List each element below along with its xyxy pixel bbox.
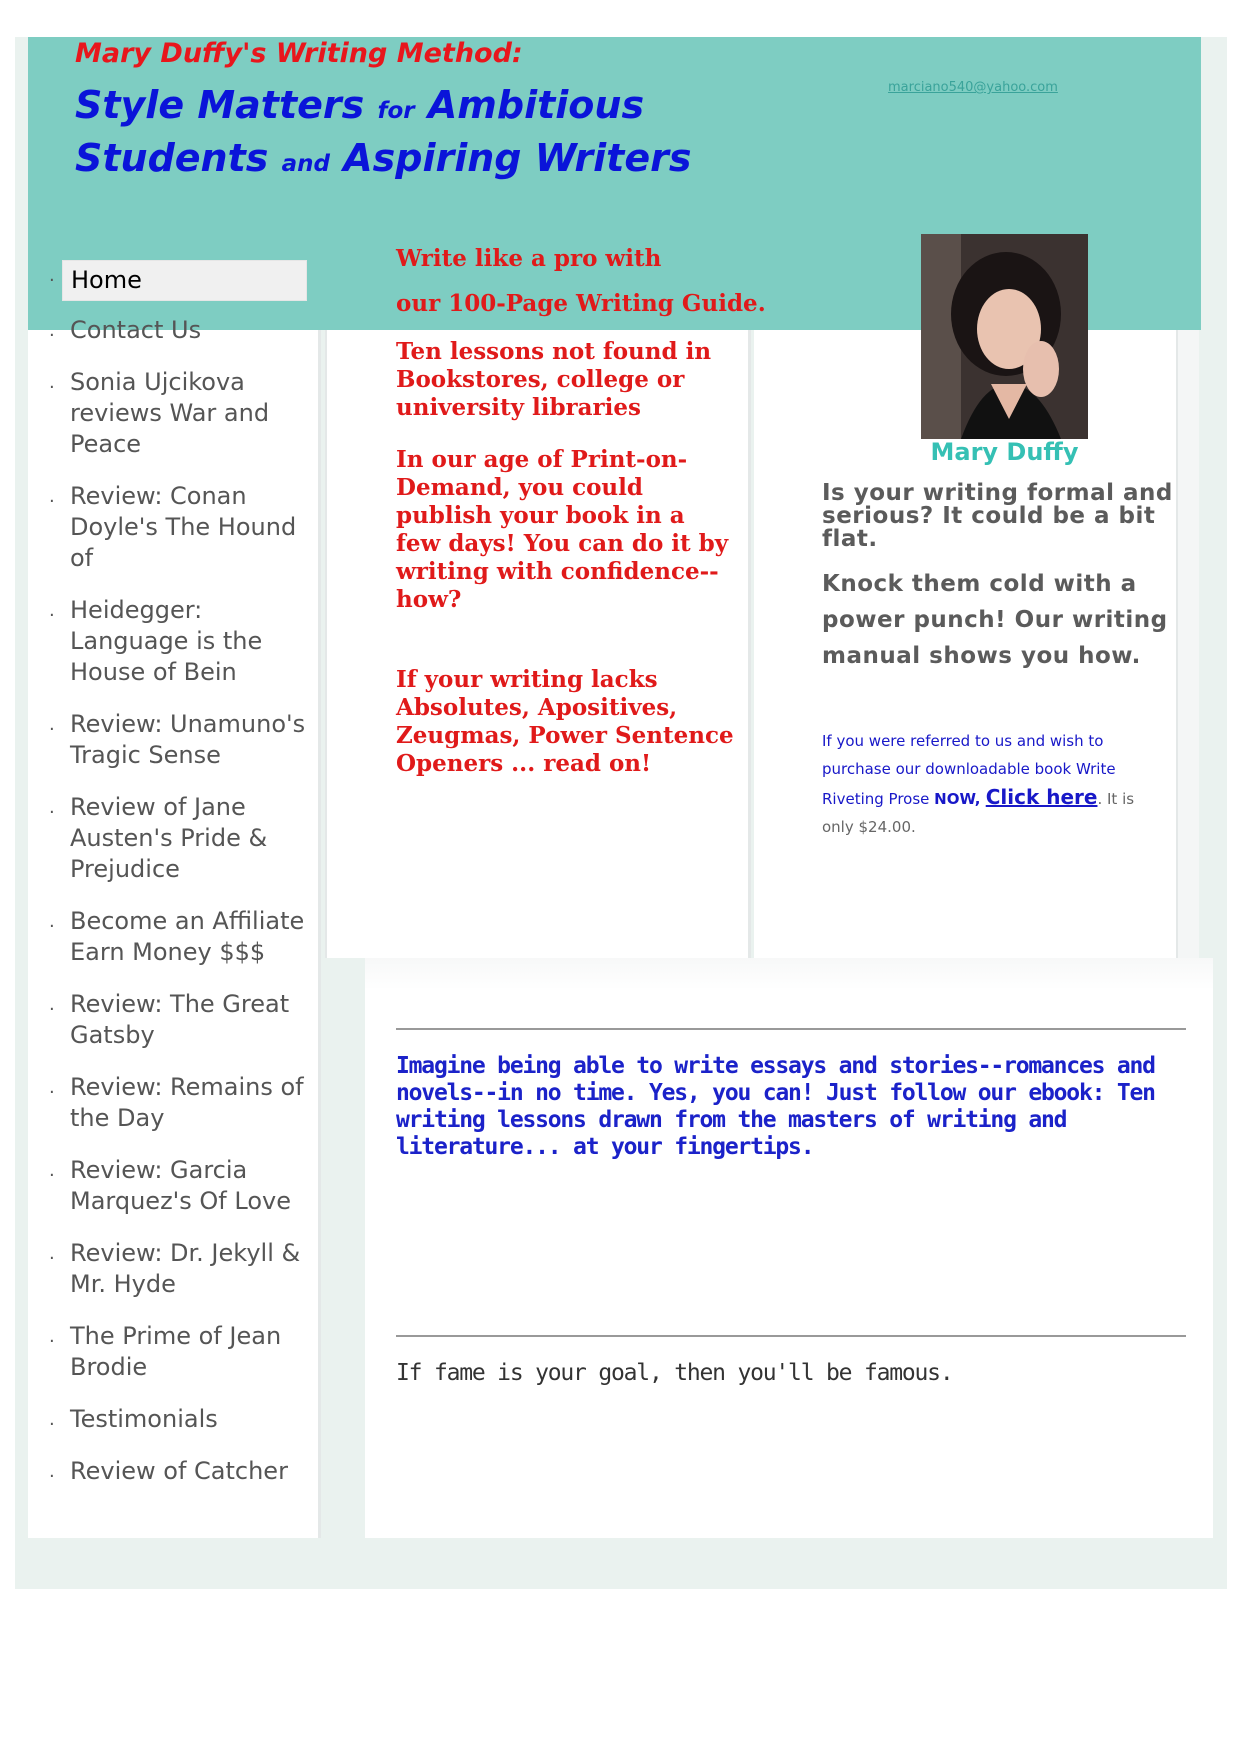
divider-line	[396, 1335, 1186, 1337]
bullet-icon: .	[49, 1077, 55, 1098]
bullet-icon: .	[49, 1409, 55, 1430]
site-tagline: Mary Duffy's Writing Method:	[75, 38, 523, 69]
cta-heading: Write like a pro with our 100-Page Writing Guide.	[396, 245, 766, 317]
nav-item[interactable]	[45, 367, 310, 460]
nav-item[interactable]	[45, 260, 310, 301]
nav-item[interactable]	[45, 1155, 310, 1217]
bullet-icon: .	[49, 911, 55, 932]
author-photo	[921, 234, 1088, 439]
bullet-icon: .	[49, 320, 55, 341]
fame-text: If fame is your goal, then you'll be famous.	[396, 1360, 953, 1386]
bullet-icon: .	[49, 1461, 55, 1482]
nav-item[interactable]	[45, 1456, 310, 1487]
nav-item[interactable]	[45, 1072, 310, 1134]
panel-divider	[365, 958, 1213, 990]
nav-item-label: Sonia Ujcikova reviews War and Peace	[70, 368, 270, 458]
nav-item-label: Review: The Great Gatsby	[70, 990, 290, 1049]
nav-item-label: Review of Catcher	[70, 1457, 288, 1485]
print-on-demand-text: In our age of Print-on-Demand, you could publish your book in a few days! You can do it by writing with confidence--how?	[396, 446, 729, 613]
referral-text: If you were referred to us and wish to purchase our downloadable book Write Riveting Prose NOW, Click here. It is only $24.00.	[822, 732, 1135, 836]
bullet-icon: .	[49, 994, 55, 1015]
nav-item[interactable]	[45, 792, 310, 885]
nav-item[interactable]	[45, 1238, 310, 1300]
bullet-icon: .	[49, 797, 55, 818]
nav-item[interactable]	[45, 315, 310, 346]
nav-item-label: Review: Garcia Marquez's Of Love	[70, 1156, 291, 1215]
nav-item-label: Review: Dr. Jekyll & Mr. Hyde	[70, 1239, 301, 1298]
nav-item-label: Contact Us	[70, 316, 202, 344]
nav-item[interactable]	[45, 1321, 310, 1383]
bullet-icon: .	[49, 714, 55, 735]
nav-item[interactable]	[45, 906, 310, 968]
bullet-icon: .	[49, 1326, 55, 1347]
nav-item-label: Home	[62, 260, 307, 301]
click-here-link[interactable]: Click here	[985, 785, 1098, 809]
nav-item-label: Testimonials	[70, 1405, 218, 1433]
power-punch-text: Knock them cold with a power punch! Our writing manual shows you how.	[822, 571, 1168, 669]
imagine-text: Imagine being able to write essays and stories--romances and novels--in no time. Yes, you can! Just follow our ebook: Ten writing lessons drawn from the masters of writing and literature... at your fingertips.	[396, 1053, 1155, 1160]
author-name: Mary Duffy	[930, 438, 1079, 466]
bullet-icon: .	[49, 1160, 55, 1181]
bullet-icon: .	[49, 600, 55, 621]
email-link[interactable]: marciano540@yahoo.com	[888, 80, 1058, 95]
bottom-content-panel	[365, 960, 1213, 1538]
absolutes-text: If your writing lacks Absolutes, Apositives, Zeugmas, Power Sentence Openers ... read on!	[396, 666, 734, 777]
center-column	[325, 330, 751, 958]
nav-item-label: The Prime of Jean Brodie	[70, 1322, 282, 1381]
question-text: Is your writing formal and serious? It could be a bit flat.	[822, 480, 1173, 552]
nav-item-label: Review: Remains of the Day	[70, 1073, 304, 1132]
sidebar-nav	[45, 260, 310, 1508]
nav-item[interactable]	[45, 595, 310, 688]
bullet-icon: .	[49, 486, 55, 507]
site-title: Style Matters for Ambitious Students and Aspiring Writers	[75, 83, 692, 180]
bullet-icon: .	[49, 372, 55, 393]
nav-item-label: Review: Conan Doyle's The Hound of	[70, 482, 297, 572]
nav-item[interactable]	[45, 481, 310, 574]
divider-line	[396, 1028, 1186, 1030]
bullet-icon: .	[49, 265, 55, 286]
bullet-icon: .	[49, 1243, 55, 1264]
nav-item-label: Heidegger: Language is the House of Bein	[70, 596, 263, 686]
nav-item-label: Become an Affiliate Earn Money $$$	[70, 907, 305, 966]
nav-item-label: Review: Unamuno's Tragic Sense	[70, 710, 306, 769]
nav-item[interactable]	[45, 1404, 310, 1435]
nav-item[interactable]	[45, 709, 310, 771]
lessons-text: Ten lessons not found in Bookstores, college or university libraries	[396, 338, 712, 421]
nav-item[interactable]	[45, 989, 310, 1051]
nav-item-label: Review of Jane Austen's Pride & Prejudice	[70, 793, 268, 883]
